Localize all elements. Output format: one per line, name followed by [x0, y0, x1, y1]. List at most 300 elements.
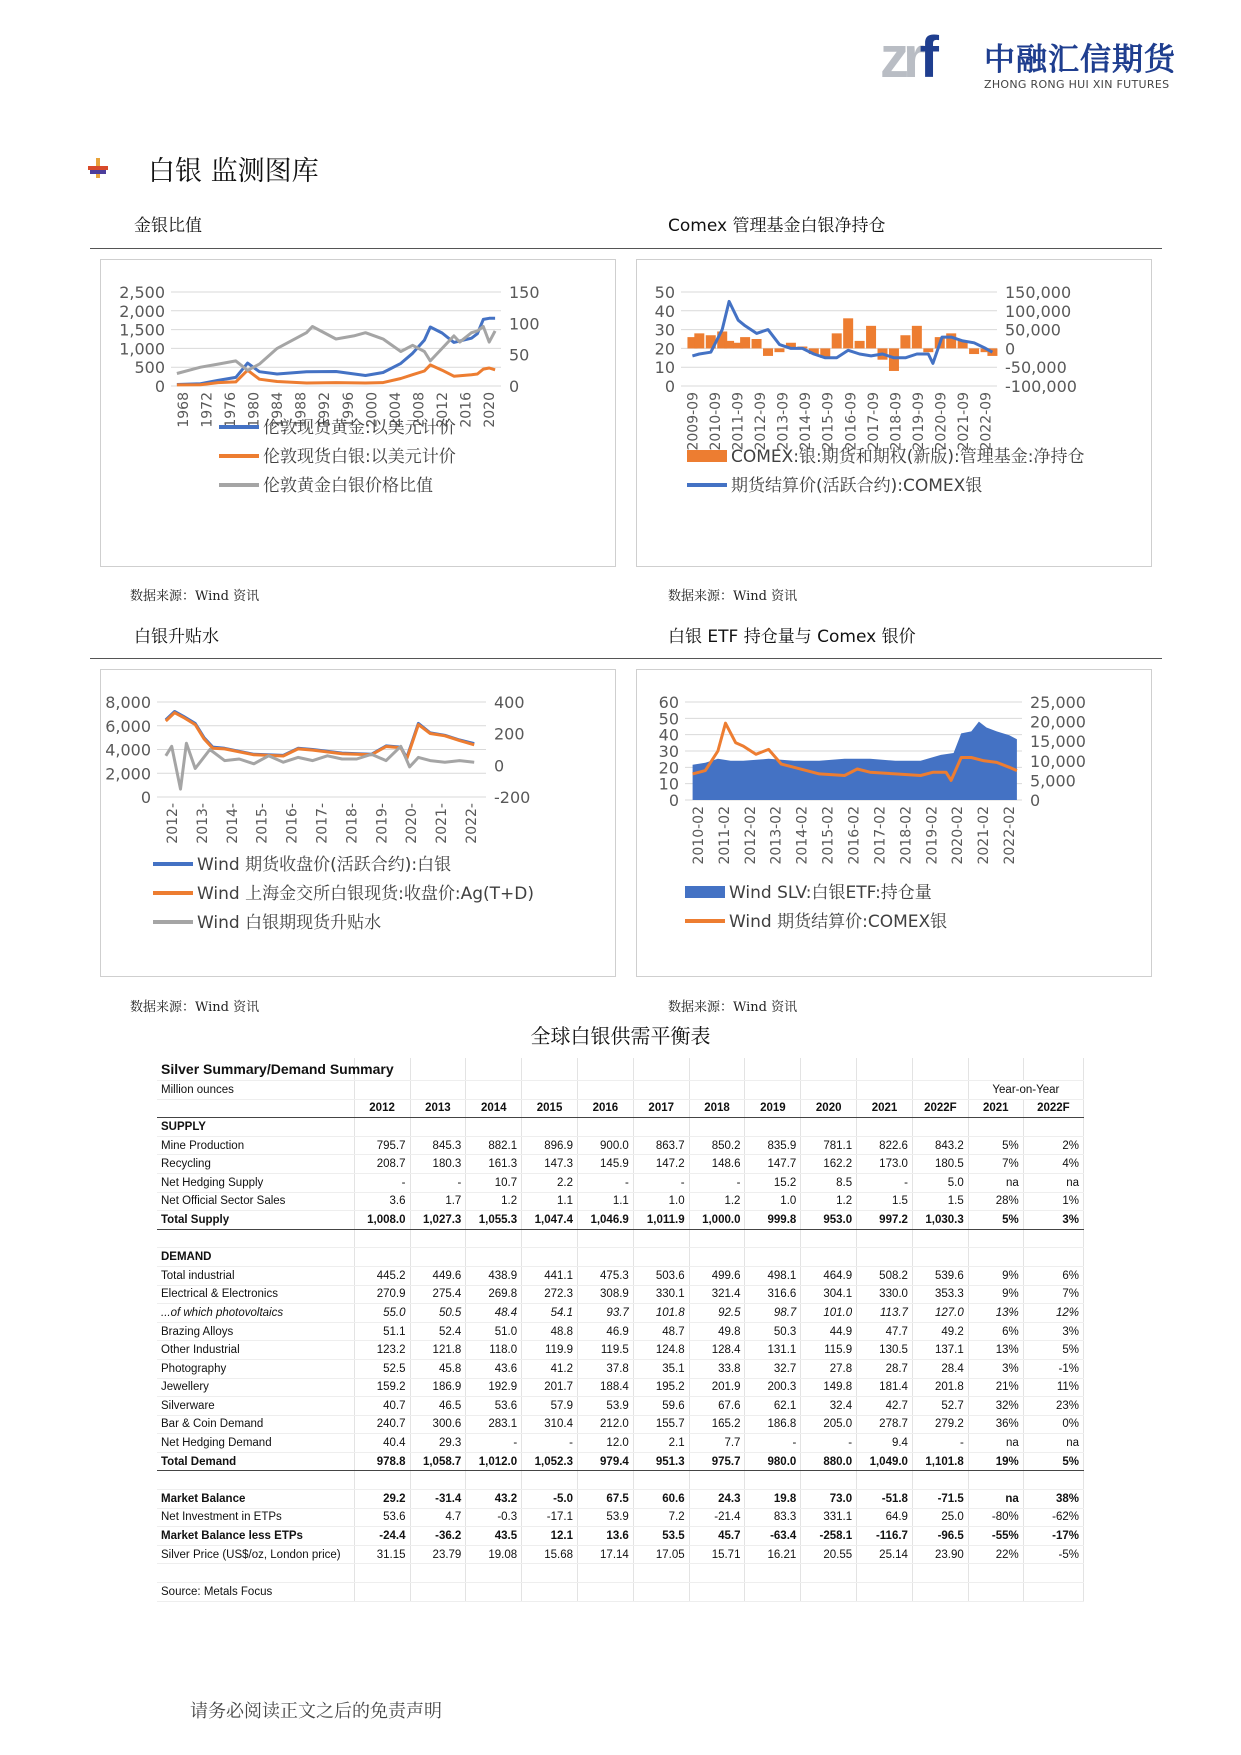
- table-cell: [410, 1081, 466, 1100]
- table-cell: 149.8: [801, 1378, 857, 1397]
- yoy-cell: na: [968, 1173, 1023, 1192]
- x-tick-label: 2014-09: [798, 392, 815, 451]
- chart-4-heading: 白银 ETF 持仓量与 Comex 银价: [668, 627, 916, 647]
- yoy-cell: 11%: [1023, 1378, 1083, 1397]
- table-cell: 48.7: [633, 1322, 689, 1341]
- divider: [90, 248, 1162, 249]
- year-header: 2015: [522, 1099, 578, 1118]
- y-left-tick-label: 2,000: [119, 301, 165, 321]
- table-cell: [410, 1229, 466, 1248]
- table-cell: [912, 1471, 968, 1490]
- table-row: [157, 1285, 1084, 1304]
- table-cell: 997.2: [857, 1211, 913, 1230]
- table-cell: -24.4: [354, 1527, 410, 1546]
- table-cell: 53.5: [633, 1527, 689, 1546]
- y-right-tick-label: 25,000: [1030, 693, 1086, 712]
- table-row: [157, 1229, 1084, 1248]
- series-bar: [843, 318, 853, 348]
- table-cell: [801, 1058, 857, 1081]
- table-cell: [912, 1081, 968, 1100]
- table-cell: 24.3: [689, 1490, 745, 1509]
- x-tick-label: 2004: [387, 392, 404, 428]
- table-cell: 40.7: [354, 1397, 410, 1416]
- x-tick-label: 1992: [317, 392, 334, 428]
- yoy-cell: 28%: [968, 1192, 1023, 1211]
- table-row: [157, 1136, 1084, 1155]
- y-right-tick-label: -200: [494, 788, 531, 807]
- x-tick-label: 2022-09: [978, 392, 995, 451]
- row-label: Silverware: [157, 1397, 354, 1416]
- logo-chinese-name: 中融汇信期货: [984, 42, 1176, 78]
- yoy-cell: 13%: [968, 1341, 1023, 1360]
- table-cell: [354, 1081, 410, 1100]
- yoy-cell: 23%: [1023, 1397, 1083, 1416]
- table-row: [157, 1378, 1084, 1397]
- year-header: 2021: [857, 1099, 913, 1118]
- x-tick-label: 1996: [340, 392, 357, 428]
- chart-svg: [637, 670, 1151, 976]
- table-cell: [801, 1564, 857, 1583]
- y-right-tick-label: 200: [494, 724, 525, 744]
- yoy-cell: [1023, 1118, 1083, 1137]
- row-label: Bar & Coin Demand: [157, 1415, 354, 1434]
- yoy-cell: 5%: [1023, 1341, 1083, 1360]
- series-bar: [763, 348, 773, 356]
- table-cell: [522, 1248, 578, 1267]
- x-tick-label: 2013-: [194, 803, 211, 844]
- table-cell: 1,012.0: [466, 1452, 522, 1471]
- table-cell: [745, 1229, 801, 1248]
- table-cell: 240.7: [354, 1415, 410, 1434]
- table-cell: 7.2: [633, 1508, 689, 1527]
- row-label: Net Investment in ETPs: [157, 1508, 354, 1527]
- table-cell: 60.6: [633, 1490, 689, 1509]
- table-cell: [522, 1229, 578, 1248]
- x-tick-label: 2022-: [464, 803, 481, 844]
- table-cell: [354, 1564, 410, 1583]
- table-cell: 835.9: [745, 1136, 801, 1155]
- x-tick-label: 2017-09: [865, 392, 882, 451]
- table-cell: -96.5: [912, 1527, 968, 1546]
- yoy-cell: na: [968, 1490, 1023, 1509]
- table-cell: [745, 1248, 801, 1267]
- table-row: [157, 1341, 1084, 1360]
- table-cell: [577, 1081, 633, 1100]
- x-tick-label: 2014-: [224, 803, 241, 844]
- table-cell: 54.1: [522, 1304, 578, 1323]
- row-label: DEMAND: [157, 1248, 354, 1267]
- y-left-tick-label: 6,000: [105, 716, 151, 736]
- table-cell: -: [633, 1173, 689, 1192]
- table-cell: 53.6: [466, 1397, 522, 1416]
- x-tick-label: 2020-: [404, 803, 421, 844]
- x-tick-label: 2012-09: [753, 392, 769, 451]
- y-left-tick-label: 10: [654, 358, 675, 378]
- yoy-cell: [968, 1564, 1023, 1583]
- table-cell: 2.2: [522, 1173, 578, 1192]
- series-bar: [740, 337, 750, 348]
- table-cell: 25.0: [912, 1508, 968, 1527]
- table-cell: [577, 1058, 633, 1081]
- y-left-tick-label: 30: [658, 742, 679, 761]
- table-cell: -: [410, 1173, 466, 1192]
- x-tick-label: 2016-09: [843, 392, 860, 451]
- x-tick-label: 2020: [482, 392, 499, 428]
- x-tick-label: 1988: [293, 392, 310, 428]
- yoy-cell: 9%: [968, 1285, 1023, 1304]
- table-cell: [354, 1118, 410, 1137]
- table-cell: 278.7: [857, 1415, 913, 1434]
- x-tick-label: 1972: [199, 392, 216, 428]
- yoy-cell: -17%: [1023, 1527, 1083, 1546]
- legend-label: Wind 上海金交所白银现货:收盘价:Ag(T+D): [197, 884, 534, 904]
- table-cell: [522, 1471, 578, 1490]
- yoy-cell: 22%: [968, 1545, 1023, 1564]
- table-cell: 17.05: [633, 1545, 689, 1564]
- table-cell: 28.7: [857, 1359, 913, 1378]
- x-tick-label: 2017-02: [872, 806, 889, 865]
- table-cell: 201.9: [689, 1378, 745, 1397]
- yoy-cell: 13%: [968, 1304, 1023, 1323]
- legend-label: 伦敦现货白银:以美元计价: [263, 447, 456, 467]
- table-cell: [801, 1081, 857, 1100]
- y-left-tick-label: 0: [140, 788, 151, 807]
- table-cell: [857, 1248, 913, 1267]
- table-cell: [857, 1564, 913, 1583]
- table-cell: 131.1: [745, 1341, 801, 1360]
- bullet-cross-icon: [84, 154, 112, 182]
- yoy-cell: [1023, 1229, 1083, 1248]
- table-cell: 83.3: [745, 1508, 801, 1527]
- year-header: 2014: [466, 1099, 522, 1118]
- table-cell: [968, 1058, 1023, 1081]
- y-left-tick-label: 50: [658, 709, 679, 729]
- table-cell: 23.79: [410, 1545, 466, 1564]
- table-cell: 29.2: [354, 1490, 410, 1509]
- table-cell: 896.9: [522, 1136, 578, 1155]
- comex-managed-fund-chart: [636, 259, 1152, 567]
- table-source-row: [157, 1583, 1084, 1602]
- table-cell: 48.4: [466, 1304, 522, 1323]
- yoy-cell: 21%: [968, 1378, 1023, 1397]
- table-cell: 330.0: [857, 1285, 913, 1304]
- x-tick-label: 2013-02: [768, 806, 785, 865]
- x-tick-label: 2012: [435, 392, 452, 428]
- legend-label: Wind SLV:白银ETF:持仓量: [729, 883, 932, 903]
- table-cell: 186.8: [745, 1415, 801, 1434]
- table-cell: 173.0: [857, 1155, 913, 1174]
- x-tick-label: 2020-09: [933, 392, 950, 451]
- table-cell: 850.2: [689, 1136, 745, 1155]
- table-cell: 304.1: [801, 1285, 857, 1304]
- table-cell: -: [354, 1173, 410, 1192]
- yoy-cell: 38%: [1023, 1490, 1083, 1509]
- table-cell: 1.2: [689, 1192, 745, 1211]
- table-cell: 508.2: [857, 1266, 913, 1285]
- series-bar: [752, 339, 762, 348]
- table-cell: [157, 1099, 354, 1118]
- table-cell: [354, 1583, 410, 1602]
- table-row: [157, 1192, 1084, 1211]
- table-cell: 880.0: [801, 1452, 857, 1471]
- table-cell: 5.0: [912, 1173, 968, 1192]
- table-cell: 464.9: [801, 1266, 857, 1285]
- table-cell: 50.3: [745, 1322, 801, 1341]
- yoy-cell: 5%: [968, 1211, 1023, 1230]
- table-cell: [466, 1058, 522, 1081]
- yoy-cell: 5%: [1023, 1452, 1083, 1471]
- x-tick-label: 2012-02: [742, 806, 759, 865]
- table-cell: 147.7: [745, 1155, 801, 1174]
- table-cell: 165.2: [689, 1415, 745, 1434]
- table-cell: 53.9: [577, 1397, 633, 1416]
- table-cell: 270.9: [354, 1285, 410, 1304]
- chart-2-source: 数据来源：Wind 资讯: [668, 589, 798, 604]
- table-cell: 1,055.3: [466, 1211, 522, 1230]
- table-cell: 119.5: [577, 1341, 633, 1360]
- yoy-cell: 19%: [968, 1452, 1023, 1471]
- row-label: Net Hedging Demand: [157, 1434, 354, 1453]
- series-bar: [694, 333, 704, 348]
- table-cell: 3.6: [354, 1192, 410, 1211]
- table-cell: 1,047.4: [522, 1211, 578, 1230]
- yoy-cell: 1%: [1023, 1192, 1083, 1211]
- table-cell: 41.2: [522, 1359, 578, 1378]
- table-cell: [912, 1564, 968, 1583]
- x-tick-label: 1980: [246, 392, 263, 428]
- table-cell: 2.1: [633, 1434, 689, 1453]
- table-row: [157, 1118, 1084, 1137]
- x-tick-label: 2019-: [374, 803, 391, 844]
- x-tick-label: 2011-09: [730, 392, 747, 451]
- y-left-tick-label: 2,500: [119, 283, 165, 302]
- y-left-tick-label: 0: [664, 377, 675, 396]
- table-cell: 124.8: [633, 1341, 689, 1360]
- table-cell: 43.5: [466, 1527, 522, 1546]
- series-bar: [912, 326, 922, 349]
- row-label: [157, 1229, 354, 1248]
- y-right-tick-label: 5,000: [1030, 771, 1076, 791]
- table-cell: [912, 1118, 968, 1137]
- yoy-cell: 7%: [1023, 1285, 1083, 1304]
- table-row: [157, 1211, 1084, 1230]
- table-cell: 212.0: [577, 1415, 633, 1434]
- table-cell: 33.8: [689, 1359, 745, 1378]
- table-cell: 795.7: [354, 1136, 410, 1155]
- x-tick-label: 2018-: [344, 803, 361, 844]
- table-cell: [577, 1564, 633, 1583]
- table-cell: [857, 1229, 913, 1248]
- y-left-tick-label: 40: [658, 725, 679, 745]
- table-cell: 13.6: [577, 1527, 633, 1546]
- table-cell: 781.1: [801, 1136, 857, 1155]
- table-cell: 539.6: [912, 1266, 968, 1285]
- x-tick-label: 2014-02: [794, 806, 811, 865]
- yoy-cell: 4%: [1023, 1155, 1083, 1174]
- x-tick-label: 1968: [175, 392, 192, 428]
- table-cell: [689, 1058, 745, 1081]
- table-cell: -0.3: [466, 1508, 522, 1527]
- x-tick-label: 2015-09: [820, 392, 837, 451]
- table-cell: 1.5: [857, 1192, 913, 1211]
- y-left-tick-label: 20: [654, 339, 675, 359]
- table-cell: [857, 1118, 913, 1137]
- table-cell: 130.5: [857, 1341, 913, 1360]
- x-tick-label: 2021-: [434, 803, 451, 844]
- table-cell: 48.8: [522, 1322, 578, 1341]
- table-header-row: [157, 1099, 1084, 1118]
- table-cell: [689, 1081, 745, 1100]
- table-cell: [633, 1081, 689, 1100]
- table-cell: 52.7: [912, 1397, 968, 1416]
- legend-swatch: [685, 886, 725, 898]
- table-cell: 145.9: [577, 1155, 633, 1174]
- table-cell: 51.1: [354, 1322, 410, 1341]
- table-cell: -: [801, 1434, 857, 1453]
- row-label: Total Supply: [157, 1211, 354, 1230]
- table-cell: 127.0: [912, 1304, 968, 1323]
- table-cell: 1,058.7: [410, 1452, 466, 1471]
- section-title: [84, 148, 319, 188]
- table-cell: 272.3: [522, 1285, 578, 1304]
- table-cell: [689, 1229, 745, 1248]
- table-cell: 121.8: [410, 1341, 466, 1360]
- table-cell: 200.3: [745, 1378, 801, 1397]
- table-cell: [745, 1081, 801, 1100]
- year-header: 2022F: [912, 1099, 968, 1118]
- table-cell: -: [689, 1173, 745, 1192]
- row-label: [157, 1471, 354, 1490]
- table-cell: 1.1: [577, 1192, 633, 1211]
- table-cell: [912, 1583, 968, 1602]
- series-line: [177, 365, 495, 385]
- table-name: Silver Summary/Demand Summary: [157, 1058, 354, 1081]
- table-cell: [633, 1229, 689, 1248]
- table-cell: 4.7: [410, 1508, 466, 1527]
- table-cell: 449.6: [410, 1266, 466, 1285]
- table-row: [157, 1322, 1084, 1341]
- table-cell: [801, 1471, 857, 1490]
- y-right-tick-label: 400: [494, 693, 525, 712]
- row-label: Photography: [157, 1359, 354, 1378]
- chart-svg: [637, 260, 1151, 566]
- year-header: 2017: [633, 1099, 689, 1118]
- table-row: [157, 1248, 1084, 1267]
- table-cell: [633, 1583, 689, 1602]
- table-cell: 10.7: [466, 1173, 522, 1192]
- table-cell: [466, 1229, 522, 1248]
- table-cell: -: [577, 1173, 633, 1192]
- supply-demand-table: [157, 1058, 1084, 1602]
- table-cell: -: [857, 1173, 913, 1192]
- table-cell: 978.8: [354, 1452, 410, 1471]
- chart-2-heading: Comex 管理基金白银净持仓: [668, 216, 886, 236]
- table-cell: [522, 1081, 578, 1100]
- y-right-tick-label: 100,000: [1005, 301, 1072, 321]
- table-cell: 50.5: [410, 1304, 466, 1323]
- row-label: [157, 1564, 354, 1583]
- y-right-tick-label: 10,000: [1030, 751, 1086, 771]
- table-cell: 15.68: [522, 1545, 578, 1564]
- y-left-tick-label: 0: [668, 791, 679, 810]
- table-cell: 180.5: [912, 1155, 968, 1174]
- legend-label: COMEX:银:期货和期权(新版):管理基金:净持仓: [731, 447, 1085, 467]
- row-label: Other Industrial: [157, 1341, 354, 1360]
- table-cell: 137.1: [912, 1341, 968, 1360]
- x-tick-label: 2000: [364, 392, 381, 428]
- table-unit: Million ounces: [157, 1081, 354, 1100]
- table-cell: [745, 1058, 801, 1081]
- table-cell: [466, 1081, 522, 1100]
- x-tick-label: 2019-02: [924, 806, 941, 865]
- x-tick-label: 2020-02: [950, 806, 967, 865]
- yoy-cell: 0%: [1023, 1415, 1083, 1434]
- table-cell: [354, 1229, 410, 1248]
- table-cell: 12.0: [577, 1434, 633, 1453]
- chart-1-source: 数据来源：Wind 资讯: [130, 589, 260, 604]
- x-tick-label: 2019-09: [911, 392, 927, 451]
- table-cell: 15.71: [689, 1545, 745, 1564]
- table-cell: [354, 1248, 410, 1267]
- table-row: [157, 1564, 1084, 1583]
- table-cell: 51.0: [466, 1322, 522, 1341]
- company-logo: [880, 25, 1180, 98]
- table-row: [157, 1155, 1084, 1174]
- yoy-cell: -62%: [1023, 1508, 1083, 1527]
- series-bar: [923, 348, 933, 352]
- table-cell: [912, 1229, 968, 1248]
- table-cell: 53.9: [577, 1508, 633, 1527]
- table-cell: [410, 1248, 466, 1267]
- table-cell: [745, 1583, 801, 1602]
- table-cell: 46.9: [577, 1322, 633, 1341]
- table-cell: 59.6: [633, 1397, 689, 1416]
- table-cell: 46.5: [410, 1397, 466, 1416]
- table-cell: [354, 1471, 410, 1490]
- table-cell: [577, 1583, 633, 1602]
- table-cell: 201.7: [522, 1378, 578, 1397]
- yoy-cell: [1023, 1564, 1083, 1583]
- table-cell: 113.7: [857, 1304, 913, 1323]
- table-cell: 192.9: [466, 1378, 522, 1397]
- y-left-tick-label: 0: [154, 377, 165, 396]
- table-cell: [801, 1229, 857, 1248]
- table-cell: 1,011.9: [633, 1211, 689, 1230]
- y-right-tick-label: 150,000: [1005, 283, 1072, 302]
- legend-label: 期货结算价(活跃合约):COMEX银: [731, 476, 983, 496]
- table-title-row: [157, 1058, 1084, 1081]
- table-row: [157, 1508, 1084, 1527]
- table-row: [157, 1359, 1084, 1378]
- table-cell: [410, 1471, 466, 1490]
- table-cell: -63.4: [745, 1527, 801, 1546]
- table-cell: [633, 1118, 689, 1137]
- y-right-tick-label: 0: [1005, 339, 1016, 359]
- table-cell: -31.4: [410, 1490, 466, 1509]
- yoy-cell: 6%: [1023, 1266, 1083, 1285]
- chart-3-heading: 白银升贴水: [134, 627, 219, 647]
- table-cell: 181.4: [857, 1378, 913, 1397]
- chart-svg: [101, 260, 615, 566]
- chart-1-heading: 金银比值: [134, 216, 202, 236]
- table-cell: 205.0: [801, 1415, 857, 1434]
- table-cell: [857, 1058, 913, 1081]
- x-tick-label: 2016-02: [846, 806, 863, 865]
- table-cell: 330.1: [633, 1285, 689, 1304]
- table-cell: 25.14: [857, 1545, 913, 1564]
- y-right-tick-label: 15,000: [1030, 732, 1086, 752]
- table-cell: 275.4: [410, 1285, 466, 1304]
